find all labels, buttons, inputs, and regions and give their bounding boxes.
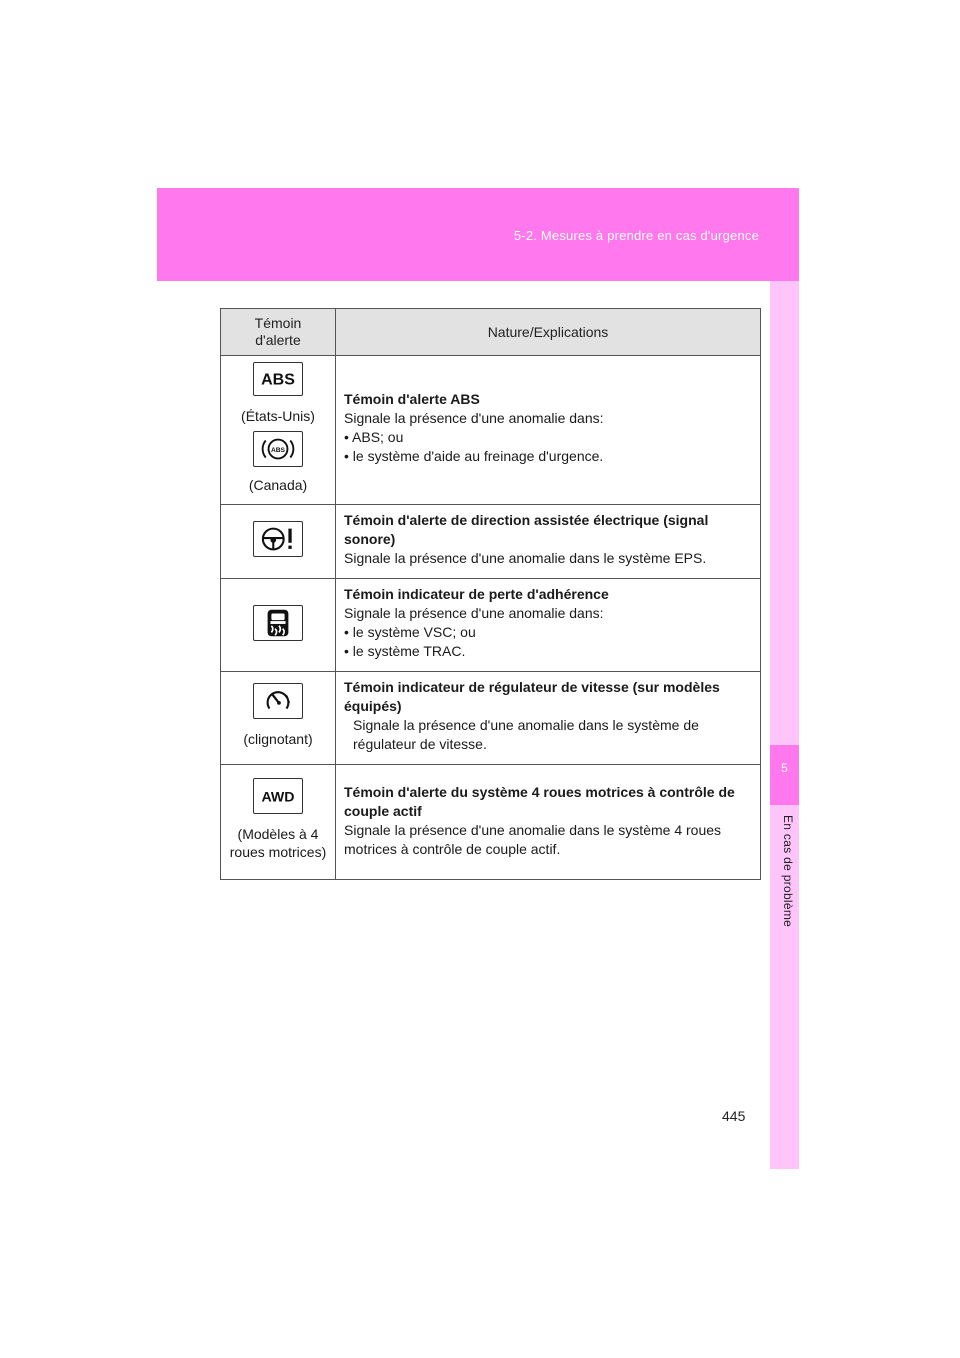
explanation-cell (336, 505, 761, 579)
table-row (221, 505, 761, 579)
entry-line: • le système TRAC. (344, 643, 466, 659)
indicator-cell (221, 765, 336, 880)
entry-line: • le système VSC; ou (344, 624, 476, 640)
cruise-control-icon (253, 683, 303, 719)
chapter-title: En cas de problème (781, 815, 795, 928)
indicator-cell (221, 579, 336, 672)
abs-circle-icon (253, 431, 303, 467)
entry-line: Signale la présence d'une anomalie dans: (344, 410, 604, 426)
entry-title: Témoin d'alerte de direction assistée électrique (signal sonore) (344, 512, 709, 547)
icon-caption: (Canada) (248, 477, 308, 493)
header-band (157, 188, 799, 281)
chapter-number: 5 (781, 761, 788, 775)
explanation-cell (336, 672, 761, 765)
chapter-tab[interactable] (770, 745, 799, 805)
explanation-cell (336, 356, 761, 505)
entry-title: Témoin d'alerte ABS (344, 391, 480, 407)
indicator-cell (221, 672, 336, 765)
entry-title: Témoin indicateur de perte d'adhérence (344, 586, 609, 602)
awd-text-icon (253, 778, 303, 814)
entry-line: Signale la présence d'une anomalie dans le système EPS. (344, 550, 707, 566)
indicator-cell (221, 356, 336, 505)
entry-line: Signale la présence d'une anomalie dans le système de régulateur de vitesse. (353, 717, 699, 752)
icon-caption: (États-Unis) (241, 408, 315, 424)
section-title: 5-2. Mesures à prendre en cas d'urgence (513, 228, 759, 243)
warning-lights-table (220, 308, 761, 880)
entry-line: • le système d'aide au freinage d'urgence. (344, 448, 604, 464)
svg-text:ABS: ABS (261, 371, 295, 389)
table-row (221, 765, 761, 880)
svg-text:ABS: ABS (271, 446, 285, 454)
icon-caption: (Modèles à 4 roues motrices) (229, 825, 327, 860)
entry-title: Témoin indicateur de régulateur de vitesse (sur modèles équipés) (344, 679, 720, 714)
explanation-cell (336, 765, 761, 880)
side-strip (770, 281, 799, 1169)
abs-text-icon (253, 362, 303, 396)
icon-caption: (clignotant) (243, 730, 313, 747)
page-number: 445 (722, 1108, 746, 1124)
entry-line: • ABS; ou (344, 429, 404, 445)
svg-text:AWD: AWD (261, 789, 295, 806)
column-header-indicator: Témoin d'alerte (221, 309, 336, 356)
entry-title: Témoin d'alerte du système 4 roues motrices à contrôle de couple actif (344, 784, 735, 819)
table-row (221, 356, 761, 505)
indicator-cell (221, 505, 336, 579)
eps-steering-icon (253, 521, 303, 557)
entry-line: Signale la présence d'une anomalie dans le système 4 roues motrices à contrôle de couple actif. (344, 822, 722, 857)
table-header-row (221, 309, 761, 356)
table-row (221, 579, 761, 672)
column-header-explanation: Nature/Explications (336, 309, 761, 356)
slip-indicator-icon (253, 605, 303, 641)
explanation-cell (336, 579, 761, 672)
table-row (221, 672, 761, 765)
entry-line: Signale la présence d'une anomalie dans: (344, 605, 604, 621)
